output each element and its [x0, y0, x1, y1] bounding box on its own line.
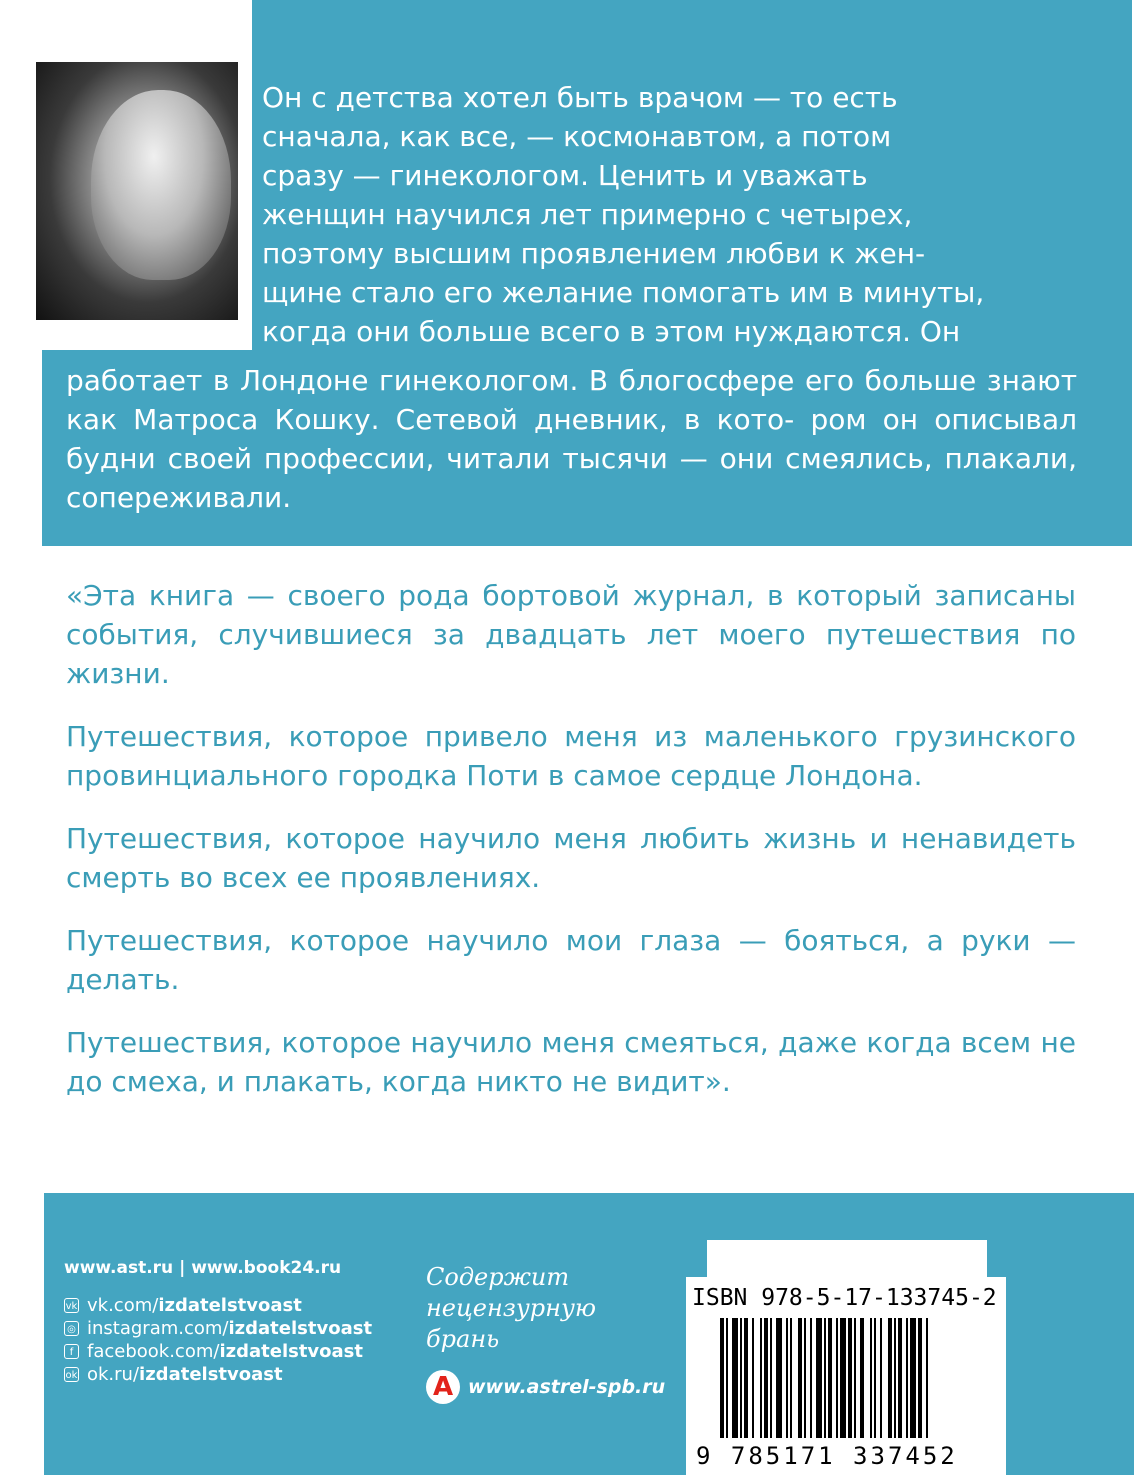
book-quote: [66, 576, 1076, 1125]
social-prefix: facebook.com/: [87, 1341, 220, 1362]
barcode-bar: [926, 1318, 928, 1438]
social-prefix: ok.ru/: [87, 1364, 140, 1385]
barcode-bar: [726, 1318, 728, 1438]
barcode-bar: [732, 1318, 738, 1438]
social-ok[interactable]: [64, 1363, 424, 1386]
social-instagram[interactable]: [64, 1317, 424, 1340]
barcode-bar: [854, 1318, 856, 1438]
barcode-bar: [918, 1318, 922, 1438]
publisher-links: [64, 1258, 424, 1386]
quote-paragraph: Путешествия, которое привело меня из маленького грузинского провинциального городка Поти в самое сердце Лондона.: [66, 720, 1076, 792]
warning-line: Содержит: [426, 1263, 570, 1291]
warning-line: брань: [426, 1325, 500, 1353]
vk-icon: vk: [64, 1298, 79, 1313]
social-handle: izdatelstvoast: [158, 1295, 302, 1316]
barcode-bar: [786, 1318, 788, 1438]
bio-line: работает в Лондоне гинекологом. В блогосфере его: [66, 364, 855, 397]
instagram-icon: ◎: [64, 1321, 79, 1336]
barcode-bar: [848, 1318, 852, 1438]
astrel-url: www.astrel-spb.ru: [468, 1376, 666, 1398]
barcode-bar: [828, 1318, 832, 1438]
bio-line: сначала, как все, — космонавтом, а потом: [262, 120, 892, 153]
barcode-bar: [804, 1318, 806, 1438]
social-handle: izdatelstvoast: [219, 1341, 363, 1362]
barcode-bar: [906, 1318, 908, 1438]
barcode-bar: [770, 1318, 772, 1438]
barcode: [720, 1318, 988, 1442]
barcode-bar: [894, 1318, 896, 1438]
social-handle: izdatelstvoast: [228, 1318, 373, 1339]
barcode-bar: [870, 1318, 872, 1438]
bio-line: сразу — гинекологом. Ценить и уважать: [262, 159, 868, 192]
barcode-bar: [776, 1318, 782, 1438]
warning-line: нецензурную: [426, 1294, 597, 1322]
barcode-bar: [824, 1318, 826, 1438]
barcode-bar: [880, 1318, 882, 1438]
barcode-bar: [910, 1318, 916, 1438]
author-bio-bottom: [66, 361, 1077, 517]
barcode-bar: [860, 1318, 864, 1438]
barcode-bar: [874, 1318, 876, 1438]
publisher-sites[interactable]: www.ast.ru | www.book24.ru: [64, 1258, 342, 1278]
barcode-bar: [744, 1318, 748, 1438]
author-photo: [36, 62, 238, 320]
barcode-bar: [752, 1318, 754, 1438]
bio-line: когда они больше всего в этом нуждаются. Он: [262, 315, 961, 348]
bio-line: Он с детства хотел быть врачом — то есть: [262, 81, 898, 114]
barcode-bar: [764, 1318, 768, 1438]
barcode-bar: [790, 1318, 792, 1438]
barcode-bar: [888, 1318, 892, 1438]
content-warning: [426, 1262, 596, 1355]
quote-paragraph: Путешествия, которое научило мои глаза — бояться, а руки — делать.: [66, 924, 1076, 996]
barcode-bar: [798, 1318, 802, 1438]
social-vk[interactable]: [64, 1294, 424, 1317]
astrel-link[interactable]: [426, 1370, 665, 1404]
isbn-label: ISBN 978-5-17-133745-2: [692, 1285, 997, 1311]
barcode-bar: [740, 1318, 742, 1438]
social-prefix: vk.com/: [87, 1295, 159, 1316]
social-prefix: instagram.com/: [87, 1318, 229, 1339]
barcode-bar: [836, 1318, 838, 1438]
bio-line: они смеялись, плакали, сопереживали.: [66, 442, 1077, 514]
bio-line: ром он описывал будни своей профессии, читали тысячи —: [66, 403, 1077, 475]
bio-line: щине стало его желание помогать им в минуты,: [262, 276, 985, 309]
social-handle: izdatelstvoast: [139, 1364, 283, 1385]
barcode-bar: [898, 1318, 902, 1438]
quote-paragraph: Путешествия, которое научило меня любить жизнь и ненавидеть смерть во всех ее проявлениях.: [66, 822, 1076, 894]
barcode-digits: 9 785171 337452: [696, 1442, 958, 1470]
facebook-icon: f: [64, 1344, 79, 1359]
quote-paragraph: «Эта книга — своего рода бортовой журнал, в который записаны события, случившиеся за двадцать лет моего путешествия по жизни.: [66, 579, 1076, 690]
barcode-bar: [840, 1318, 846, 1438]
author-bio-top: [262, 78, 1077, 351]
bio-line: женщин научился лет примерно с четырех,: [262, 198, 913, 231]
barcode-bar: [760, 1318, 762, 1438]
bio-line: больше знают как Матроса Кошку. Сетевой дневник, в кото-: [66, 364, 1078, 436]
barcode-bar: [816, 1318, 822, 1438]
barcode-bar: [720, 1318, 724, 1438]
bio-line: поэтому высшим проявлением любви к жен-: [262, 237, 926, 270]
barcode-bar: [810, 1318, 812, 1438]
ok-icon: ok: [64, 1367, 79, 1382]
quote-paragraph: Путешествия, которое научило меня смеяться, даже когда всем не до смеха, и плакать, когда никто не видит».: [66, 1026, 1076, 1098]
astrel-logo-icon: А: [426, 1370, 460, 1404]
social-facebook[interactable]: [64, 1340, 424, 1363]
author-head-silhouette: [91, 90, 231, 280]
